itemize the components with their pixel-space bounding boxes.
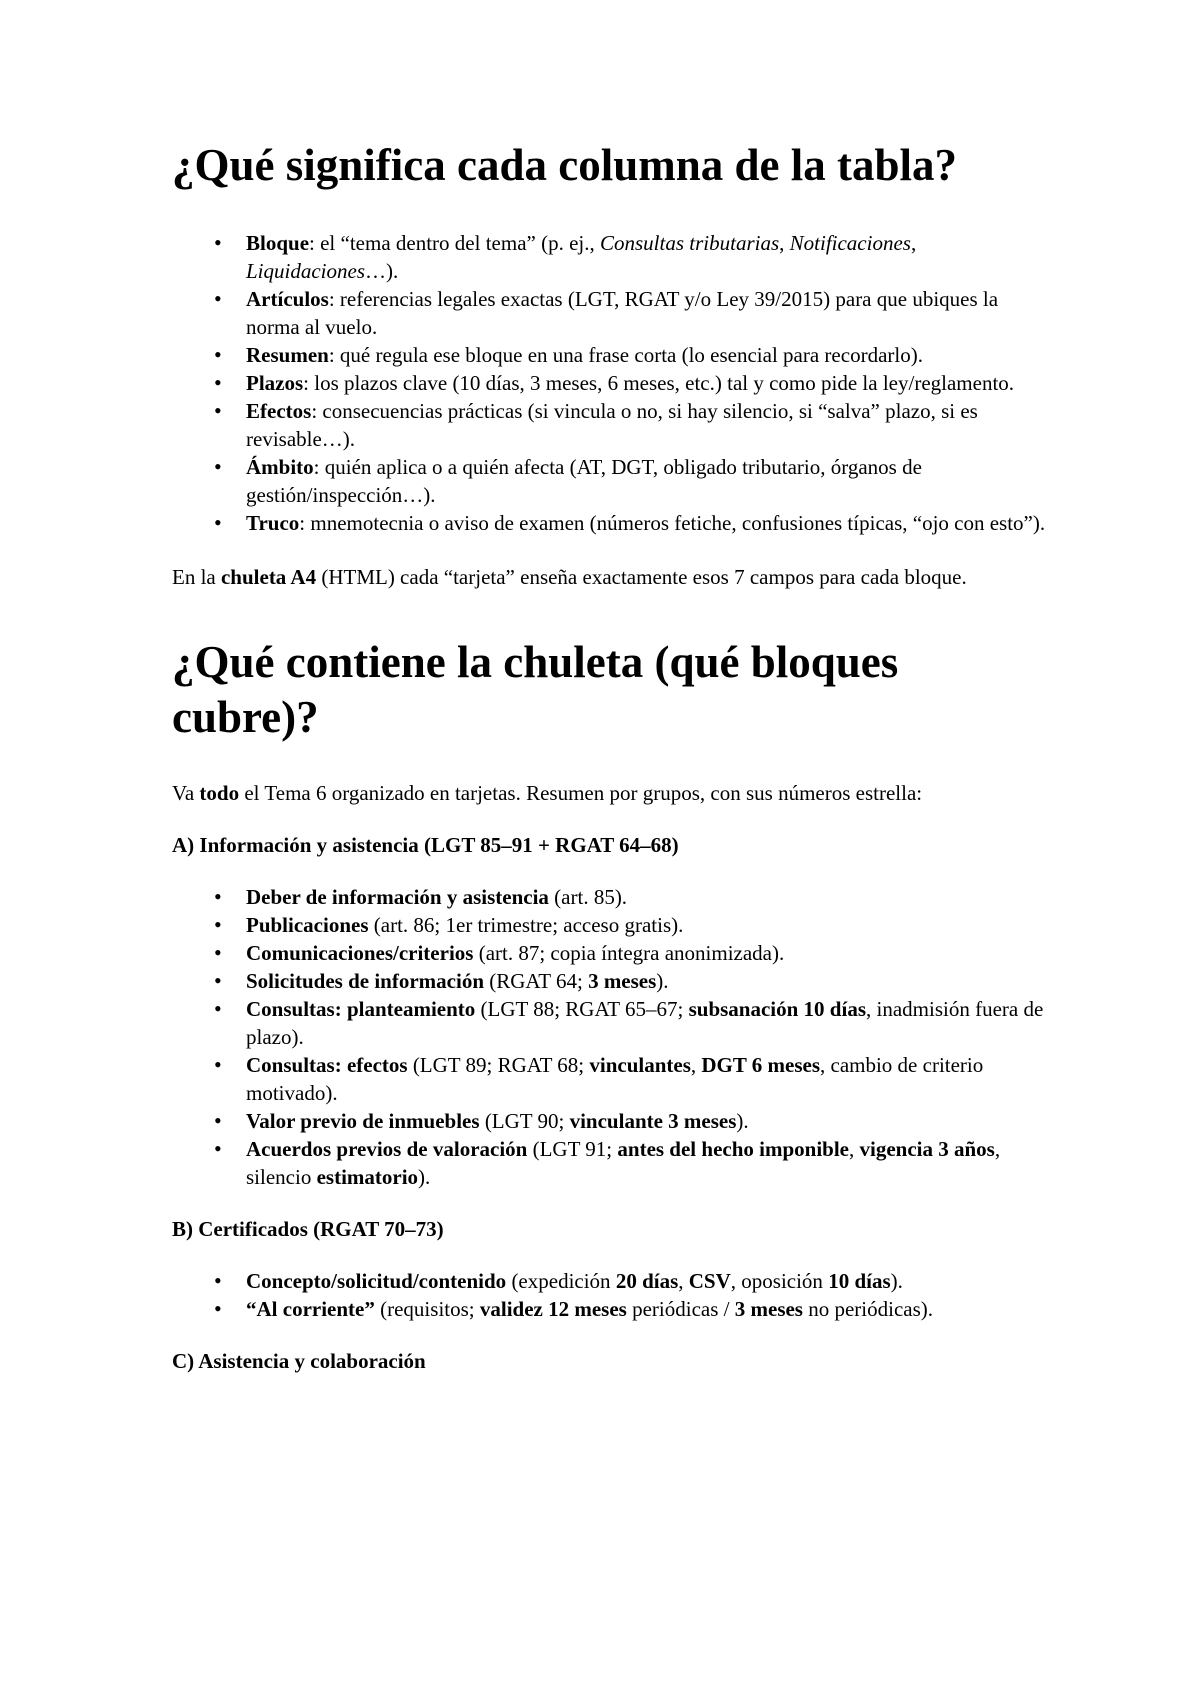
list-item-truco: • Truco: mnemotecnia o aviso de examen (números fetiche, confusiones típicas, “ojo con esto”). xyxy=(172,509,1052,537)
groupB-item: • Concepto/solicitud/contenido (expedición 20 días, CSV, oposición 10 días). xyxy=(172,1267,1052,1295)
groupA-item: • Publicaciones (art. 86; 1er trimestre; acceso gratis). xyxy=(172,911,1052,939)
list-item-plazos: • Plazos: los plazos clave (10 días, 3 meses, 6 meses, etc.) tal y como pide la ley/reglamento. xyxy=(172,369,1052,397)
groupA-item: • Valor previo de inmuebles (LGT 90; vinculante 3 meses). xyxy=(172,1107,1052,1135)
document-page xyxy=(172,138,1052,1399)
list-item-ambito: • Ámbito: quién aplica o a quién afecta (AT, DGT, obligado tributario, órganos de gestión/inspección…). xyxy=(172,453,1052,509)
list-item-articulos: • Artículos: referencias legales exactas (LGT, RGAT y/o Ley 39/2015) para que ubiques la norma al vuelo. xyxy=(172,285,1052,341)
groupA-item: • Acuerdos previos de valoración (LGT 91; antes del hecho imponible, vigencia 3 años, silencio estimatorio). xyxy=(172,1135,1052,1191)
groupA-item: • Consultas: efectos (LGT 89; RGAT 68; vinculantes, DGT 6 meses, cambio de criterio motivado). xyxy=(172,1051,1052,1107)
contents-intro: Va todo el Tema 6 organizado en tarjetas. Resumen por grupos, con sus números estrella: xyxy=(172,781,923,805)
groupA-item: • Comunicaciones/criterios (art. 87; copia íntegra anonimizada). xyxy=(172,939,1052,967)
section-title-columns: ¿Qué significa cada columna de la tabla? xyxy=(172,140,958,190)
groupB-item: • “Al corriente” (requisitos; validez 12 meses periódicas / 3 meses no periódicas). xyxy=(172,1295,1052,1323)
section-title-contents: ¿Qué contiene la chuleta (qué bloques cubre)? xyxy=(172,637,899,742)
groupA-item: • Deber de información y asistencia (art. 85). xyxy=(172,883,1052,911)
group-b-title: B) Certificados (RGAT 70–73) xyxy=(172,1217,444,1241)
list-item-efectos: • Efectos: consecuencias prácticas (si vincula o no, si hay silencio, si “salva” plazo, si es revisable…). xyxy=(172,397,1052,453)
groupA-item: • Solicitudes de información (RGAT 64; 3 meses). xyxy=(172,967,1052,995)
columns-list xyxy=(172,229,1052,537)
list-item-resumen: • Resumen: qué regula ese bloque en una frase corta (lo esencial para recordarlo). xyxy=(172,341,1052,369)
chuleta-paragraph: En la chuleta A4 (HTML) cada “tarjeta” enseña exactamente esos 7 campos para cada bloque. xyxy=(172,565,967,589)
groupA-item: • Consultas: planteamiento (LGT 88; RGAT 65–67; subsanación 10 días, inadmisión fuera de plazo). xyxy=(172,995,1052,1051)
group-a-list xyxy=(172,883,1052,1191)
list-item-bloque: • Bloque: el “tema dentro del tema” (p. ej., Consultas tributarias, Notificaciones, Liquidaciones…). xyxy=(172,229,1052,285)
group-a-title: A) Información y asistencia (LGT 85–91 + RGAT 64–68) xyxy=(172,833,679,857)
group-c-title: C) Asistencia y colaboración xyxy=(172,1349,426,1373)
group-b-list xyxy=(172,1267,1052,1323)
